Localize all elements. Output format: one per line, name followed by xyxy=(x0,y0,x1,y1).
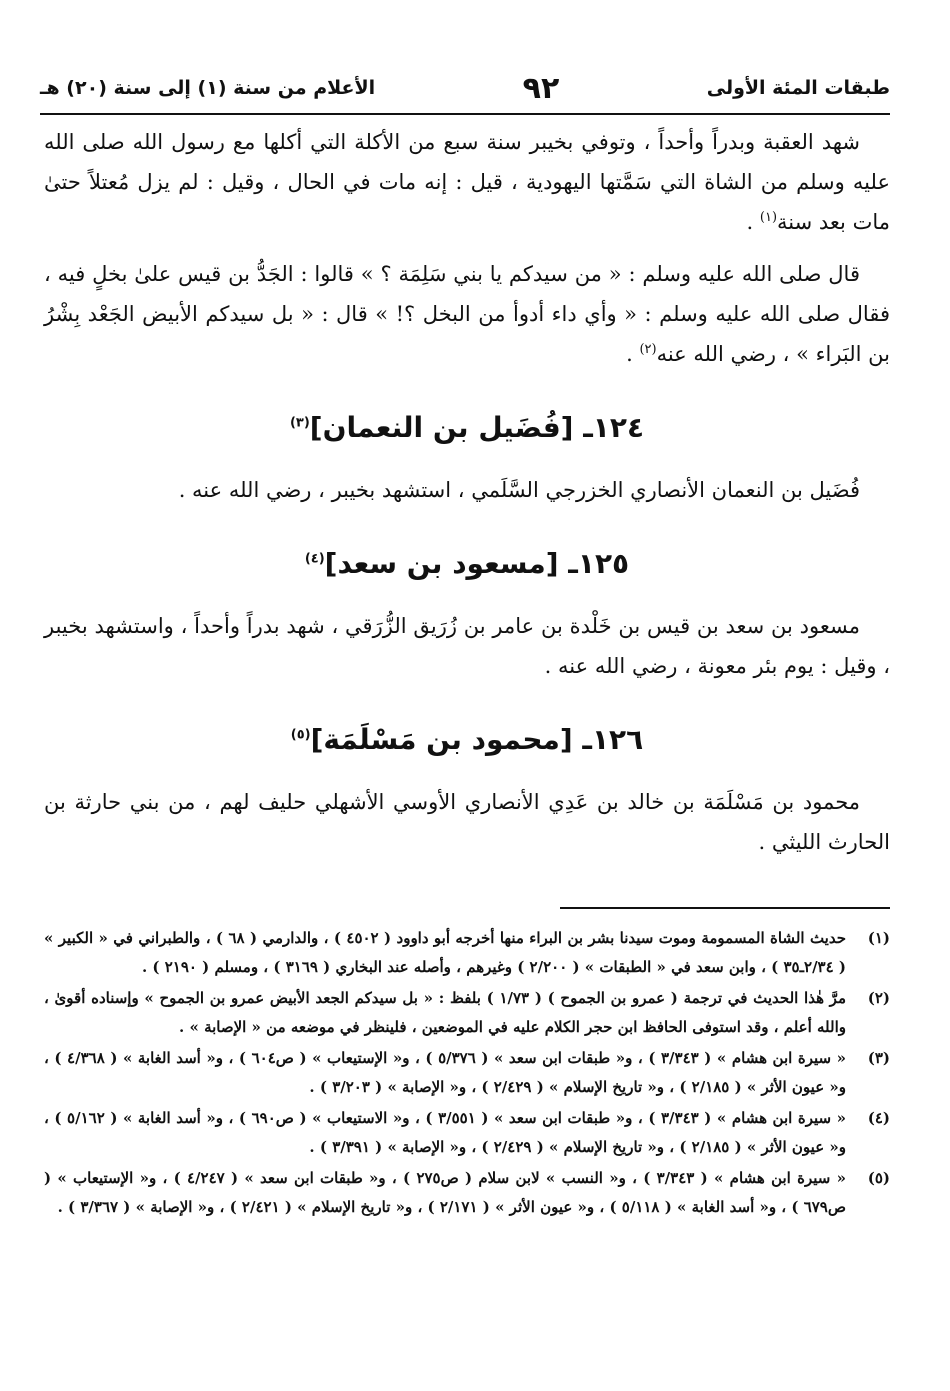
paragraph-end: . xyxy=(746,210,760,234)
footnote-ref[interactable]: (٢) xyxy=(639,342,657,357)
footnote xyxy=(44,1044,890,1102)
footnote xyxy=(44,1164,890,1222)
footnote-number: (٢) xyxy=(867,989,890,1007)
book-title: طبقات المئة الأولى xyxy=(706,77,890,99)
paragraph-text: قال صلى الله عليه وسلم : « من سيدكم يا بني سَلِمَة ؟ » قالوا : الجَدُّ بن قيس علىٰ بخلٍ فيه ، فقال صلى الله عليه وسلم : « وأي داء أدوأ من البخل ؟! » قال : « بل سيدكم الأبيض الجَعْد بِشْرُ بن البَراء » ، رضي الله عنه xyxy=(44,262,890,366)
section-range: الأعلام من سنة (١) إلى سنة (٢٠) هـ xyxy=(40,77,376,99)
footnote-text: « سيرة ابن هشام » ( ٣/٣٤٣ ) ، و« النسب » لابن سلام ( ص٢٧٥ ) ، و« طبقات ابن سعد » ( ٤/٢٤٧ ) ، و« الإستيعاب » ( ص٦٧٩ ) ، و« أسد الغابة » ( ٥/١١٨ ) ، و« عيون الأثر » ( ٢/١٧١ ) ، و« تاريخ الإسلام » ( ٢/٤٢١ ) ، و« الإصابة » ( ٣/٣٦٧ ) . xyxy=(44,1169,847,1216)
footnote xyxy=(44,984,890,1042)
footnote-ref[interactable]: (٣) xyxy=(289,415,310,431)
footnote-number: (٥) xyxy=(867,1169,890,1187)
paragraph xyxy=(44,254,890,374)
entry-text: فُضَيل بن النعمان الأنصاري الخزرجي السَّلَمي ، استشهد بخيبر ، رضي الله عنه . xyxy=(178,478,860,502)
paragraph xyxy=(44,122,890,242)
header-rule xyxy=(40,113,890,115)
entry-heading xyxy=(44,404,890,452)
entry-heading xyxy=(44,540,890,588)
footnote-number: (٤) xyxy=(867,1109,890,1127)
entry-text: مسعود بن سعد بن قيس بن خَلْدة بن عامر بن زُرَيق الزُّرَقي ، شهد بدراً وأحداً ، واستشهد بخيبر ، وقيل : يوم بئر معونة ، رضي الله عنه . xyxy=(44,614,890,678)
entry-heading-text: ١٢٦ـ [محمود بن مَسْلَمَة] xyxy=(310,723,644,756)
entry-heading-text: ١٢٤ـ [فُضَيل بن النعمان] xyxy=(309,411,645,444)
entry-heading-text: ١٢٥ـ [مسعود بن سعد] xyxy=(324,547,630,580)
page-number: ٩٢ xyxy=(522,70,560,106)
footnote-text: « سيرة ابن هشام » ( ٣/٣٤٣ ) ، و« طبقات ابن سعد » ( ٣/٥٥١ ) ، و« الاستيعاب » ( ص٦٩٠ ) ، و« أسد الغابة » ( ٥/١٦٢ ) ، و« عيون الأثر » ( ٢/١٨٥ ) ، و« تاريخ الإسلام » ( ٢/٤٢٩ ) ، و« الإصابة » ( ٣/٣٩١ ) . xyxy=(44,1109,847,1156)
footnote-ref[interactable]: (١) xyxy=(759,210,778,225)
footnote xyxy=(44,1104,890,1162)
footnote-text: مرَّ هٰذا الحديث في ترجمة ( عمرو بن الجموح ) ( ١/٧٣ ) بلفظ : « بل سيدكم الجعد الأبيض عمرو بن الجموح » وإسناده أقوىٰ ، والله أعلم ، وقد استوفى الحافظ ابن حجر الكلام عليه في الموضعين ، فلينظر في موضعه من « الإصابة » . xyxy=(44,989,846,1036)
entry-heading xyxy=(44,716,890,764)
footnote-text: « سيرة ابن هشام » ( ٣/٣٤٣ ) ، و« طبقات ابن سعد » ( ٥/٣٧٦ ) ، و« الإستيعاب » ( ص٦٠٤ ) ، و« أسد الغابة » ( ٤/٣٦٨ ) ، و« عيون الأثر » ( ٢/١٨٥ ) ، و« تاريخ الإسلام » ( ٢/٤٢٩ ) ، و« الإصابة » ( ٣/٢٠٣ ) . xyxy=(44,1049,847,1096)
footnote-number: (٣) xyxy=(867,1049,890,1067)
footnote-rule xyxy=(560,907,890,909)
footnote-text: حديث الشاة المسمومة وموت سيدنا بشر بن البراء منها أخرجه أبو داوود ( ٤٥٠٢ ) ، والدارمي ( ٦٨ ) ، والطبراني في « الكبير » ( ٢/٣٤ـ٣٥ ) ، وابن سعد في « الطبقات » ( ٢/٢٠٠ ) وغيرهم ، وأصله عند البخاري ( ٣١٦٩ ) ، ومسلم ( ٢١٩٠ ) . xyxy=(44,929,847,976)
running-header xyxy=(40,68,890,108)
footnote-number: (١) xyxy=(867,929,890,947)
paragraph-end: . xyxy=(626,342,640,366)
footnotes xyxy=(44,924,890,1224)
footnote-ref[interactable]: (٤) xyxy=(304,551,325,567)
main-text xyxy=(44,122,890,874)
footnote-ref[interactable]: (٥) xyxy=(290,727,311,743)
footnote xyxy=(44,924,890,982)
paragraph-text: شهد العقبة وبدراً وأحداً ، وتوفي بخيبر سنة سبع من الأكلة التي أكلها مع رسول الله صلى الله عليه وسلم من الشاة التي سَمَّتها اليهودية ، قيل : إنه مات في الحال ، وقيل : لم يزل مُعتلاً حتىٰ مات بعد سنة xyxy=(44,130,890,234)
entry-text: محمود بن مَسْلَمَة بن خالد بن عَدِي الأنصاري الأوسي الأشهلي حليف لهم ، من بني حارثة بن الحارث الليثي . xyxy=(44,790,890,854)
